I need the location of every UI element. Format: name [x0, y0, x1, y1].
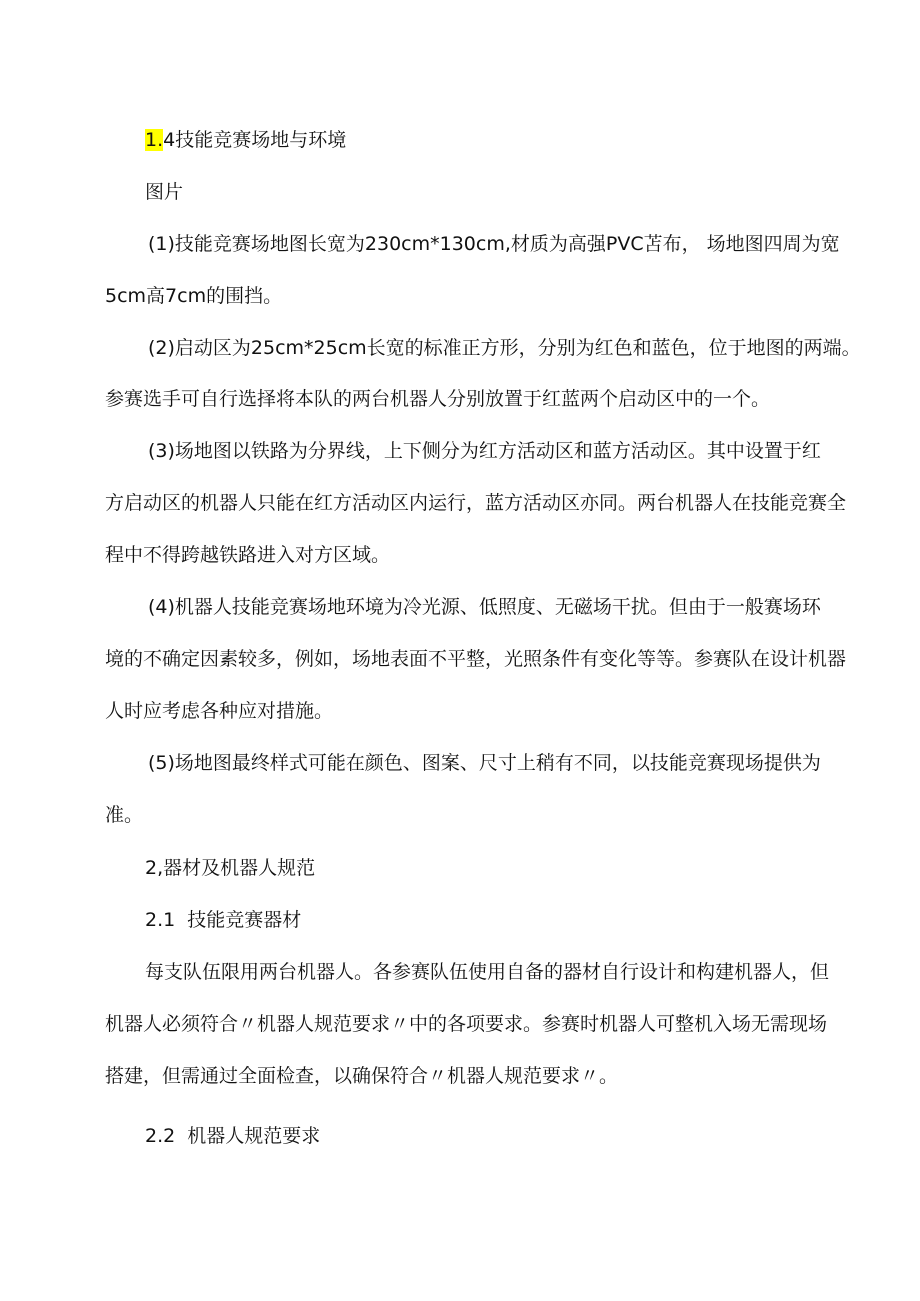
paragraph-4-line-1: (4)机器人技能竞赛场地环境为冷光源、低照度、无磁场干扰。但由于一般赛场环 [148, 596, 821, 618]
section-2-heading: 2,器材及机器人规范 [145, 857, 316, 879]
paragraph-2-line-2: 参赛选手可自行选择将本队的两台机器人分别放置于红蓝两个启动区中的一个。 [105, 388, 771, 410]
paragraph-1-line-2: 5cm高7cm的围挡。 [105, 285, 283, 307]
section-2-1-heading: 2.1 技能竞赛器材 [145, 909, 302, 931]
section-2-2-heading: 2.2 机器人规范要求 [145, 1125, 321, 1147]
heading-text: 4技能竞赛场地与环境 [163, 129, 347, 151]
paragraph-3-line-3: 程中不得跨越铁路进入对方区域。 [105, 544, 391, 566]
highlighted-section-number: 1. [145, 129, 164, 151]
paragraph-5-line-1: (5)场地图最终样式可能在颜色、图案、尺寸上稍有不同，以技能竞赛现场提供为 [148, 752, 821, 774]
paragraph-5-line-2: 准。 [105, 804, 144, 826]
paragraph-2-line-1: (2)启动区为25cm*25cm长宽的标准正方形，分别为红色和蓝色，位于地图的两端。 [148, 337, 861, 359]
paragraph-3-line-1: (3)场地图以铁路为分界线，上下侧分为红方活动区和蓝方活动区。其中设置于红 [148, 440, 821, 462]
paragraph-6-line-1: 每支队伍限用两台机器人。各参赛队伍使用自备的器材自行设计和构建机器人，但 [145, 961, 830, 983]
image-label: 图片 [145, 181, 184, 203]
paragraph-6-line-2: 机器人必须符合〃机器人规范要求〃中的各项要求。参赛时机器人可整机入场无需现场 [105, 1013, 828, 1035]
paragraph-1-line-1: (1)技能竞赛场地图长宽为230cm*130cm,材质为高强PVC苫布， 场地图四周为宽 [148, 233, 840, 255]
paragraph-6-line-3: 搭建，但需通过全面检查，以确保符合〃机器人规范要求〃。 [105, 1065, 619, 1087]
paragraph-4-line-2: 境的不确定因素较多，例如，场地表面不平整，光照条件有变化等等。参赛队在设计机器 [105, 648, 847, 670]
paragraph-3-line-2: 方启动区的机器人只能在红方活动区内运行，蓝方活动区亦同。两台机器人在技能竞赛全 [105, 492, 847, 514]
heading-1-4 [145, 127, 346, 153]
paragraph-4-line-3: 人时应考虑各种应对措施。 [105, 700, 334, 722]
